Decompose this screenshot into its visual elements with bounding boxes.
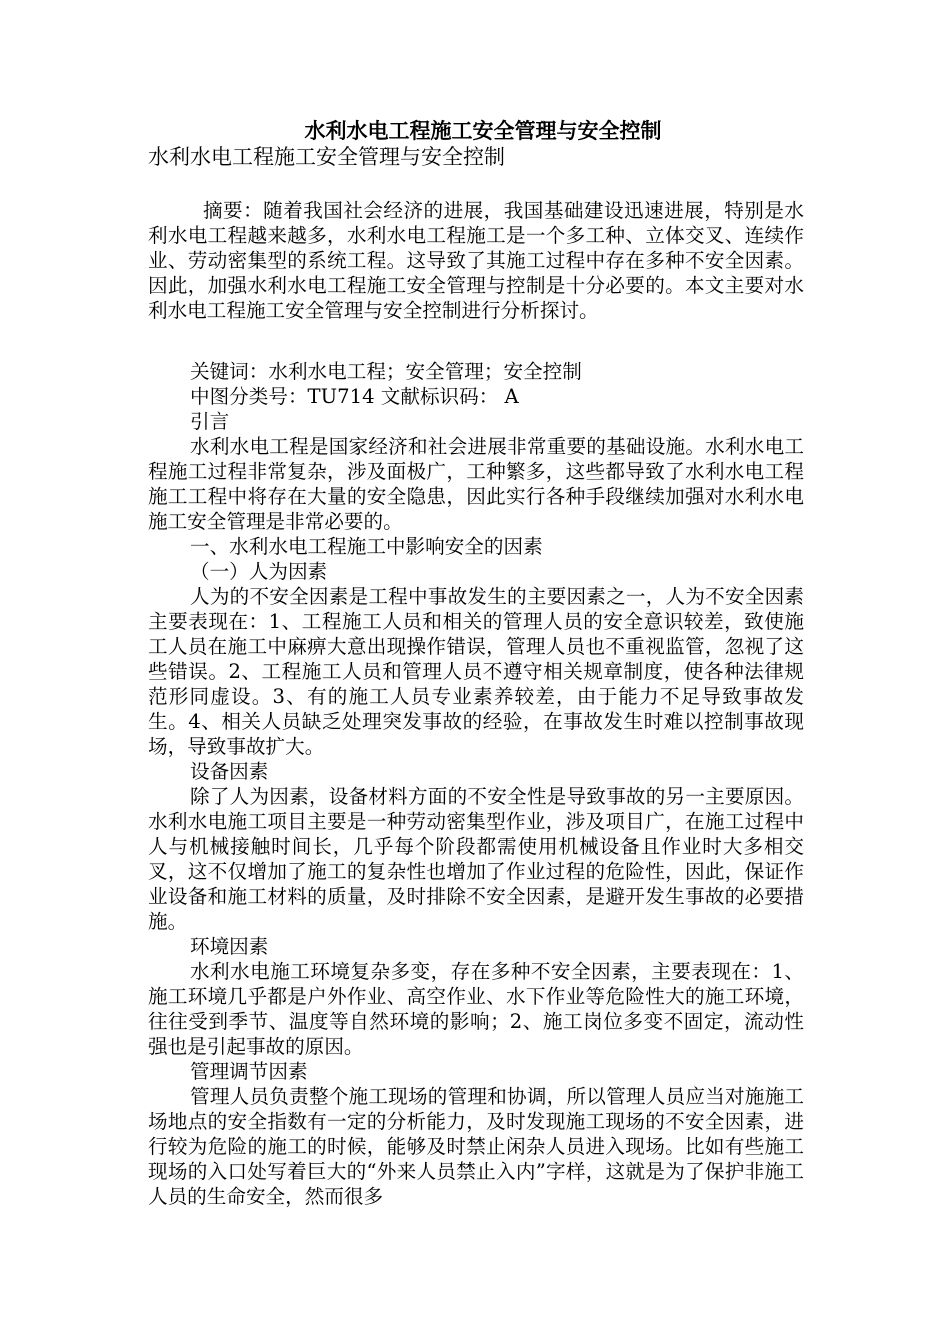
abstract-paragraph: 摘要：随着我国社会经济的进展，我国基础建设迅速进展，特别是水利水电工程越来越多，水利水电工程施工是一个多工种、立体交叉、连续作业、劳动密集型的系统工程。这导致了其施工过程中存在多种不安全因素。因此，加强水利水电工程施工安全管理与控制是十分必要的。本文主要对水利水电工程施工安全管理与安全控制进行分析探讨。 [148,199,804,322]
subsection-heading-equipment: 设备因素 [190,760,269,783]
intro-paragraph: 水利水电工程是国家经济和社会进展非常重要的基础设施。水利水电工程施工过程非常复杂，涉及面极广，工种繁多，这些都导致了水利水电工程施工工程中将存在大量的安全隐患，因此实行各种手段继续加强对水利水电施工安全管理是非常必要的。 [148,435,804,533]
subsection-heading-human: （一）人为因素 [190,560,328,583]
section-heading-factors: 一、水利水电工程施工中影响安全的因素 [190,535,543,558]
document-subtitle: 水利水电工程施工安全管理与安全控制 [148,145,505,169]
environment-factor-paragraph: 水利水电施工环境复杂多变，存在多种不安全因素，主要表现在：1、施工环境几乎都是户外作业、高空作业、水下作业等危险性大的施工环境，往往受到季节、温度等自然环境的影响；2、施工岗位多变不固定，流动性强也是引起事故的原因。 [148,960,804,1058]
management-factor-paragraph: 管理人员负责整个施工现场的管理和协调，所以管理人员应当对施施工场地点的安全指数有一定的分析能力，及时发现施工现场的不安全因素，进行较为危险的施工的时候，能够及时禁止闲杂人员进入现场。比如有些施工现场的入口处写着巨大的“外来人员禁止入内”字样，这就是为了保护非施工人员的生命安全，然而很多 [148,1085,804,1208]
intro-heading: 引言 [190,410,230,433]
subsection-heading-environment: 环境因素 [190,935,269,958]
human-factor-paragraph: 人为的不安全因素是工程中事故发生的主要因素之一，人为不安全因素主要表现在：1、工程施工人员和相关的管理人员的安全意识较差，致使施工人员在施工中麻痹大意出现操作错误，管理人员也不重视监管，忽视了这些错误。2、工程施工人员和管理人员不遵守相关规章制度，使各种法律规范形同虚设。3、有的施工人员专业素养较差，由于能力不足导致事故发生。4、相关人员缺乏处理突发事故的经验，在事故发生时难以控制事故现场，导致事故扩大。 [148,585,804,758]
classification-line: 中图分类号：TU714 文献标识码： A [190,385,519,408]
subsection-heading-management: 管理调节因素 [190,1060,308,1083]
document-page [148,118,804,1209]
document-title: 水利水电工程施工安全管理与安全控制 [304,118,662,143]
equipment-factor-paragraph: 除了人为因素，设备材料方面的不安全性是导致事故的另一主要原因。水利水电施工项目主要是一种劳动密集型作业，涉及项目广，在施工过程中人与机械接触时间长，几乎每个阶段都需使用机械设备且作业时大多相交叉，这不仅增加了施工的复杂性也增加了作业过程的危险性，因此，保证作业设备和施工材料的质量，及时排除不安全因素，是避开发生事故的必要措施。 [148,785,804,933]
blank-line [148,170,804,198]
blank-line [148,323,804,347]
keywords-line: 关键词：水利水电工程；安全管理；安全控制 [190,360,582,383]
